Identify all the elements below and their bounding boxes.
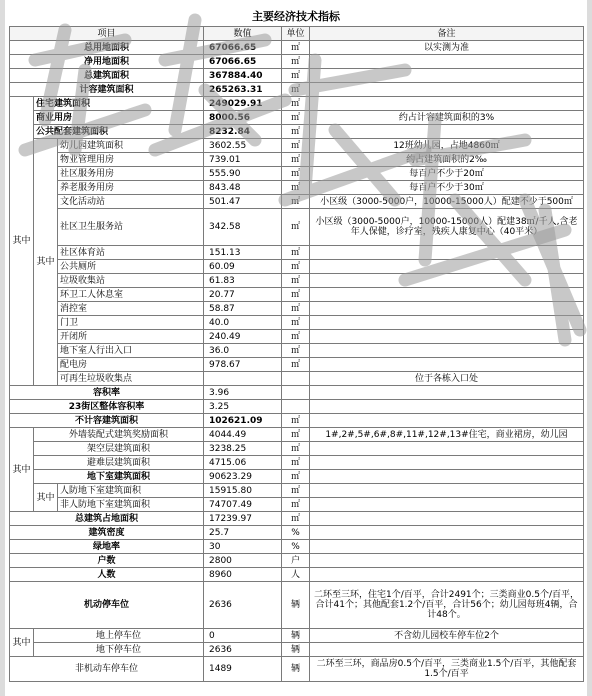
table-row (10, 181, 584, 195)
note-cell (310, 540, 584, 554)
unit-cell: 辆 (282, 643, 310, 657)
note-cell: 二环至三环，住宅1个/百平，合计2491个；三类商业0.5个/百平，合计41个；其他配套1.2个/百平，合计56个；幼儿园每班4辆，合计48个。 (310, 582, 584, 629)
note-cell (310, 260, 584, 274)
unit-cell: ㎡ (282, 302, 310, 316)
note-cell (310, 97, 584, 111)
unit-cell: 人 (282, 568, 310, 582)
item-cell: 地下停车位 (34, 643, 204, 657)
item-cell: 配电房 (58, 358, 204, 372)
item-cell: 外墙装配式建筑奖励面积 (34, 428, 204, 442)
value-cell: 8232.84 (204, 125, 282, 139)
unit-cell: ㎡ (282, 512, 310, 526)
value-cell: 15915.80 (204, 484, 282, 498)
header-item: 项目 (10, 27, 204, 41)
item-cell: 容积率 (10, 386, 204, 400)
table-row (10, 330, 584, 344)
item-cell: 公共厕所 (58, 260, 204, 274)
item-cell: 社区服务用房 (58, 167, 204, 181)
table-row (10, 582, 584, 629)
item-cell: 文化活动站 (58, 195, 204, 209)
table-row (10, 657, 584, 682)
document-sheet (5, 0, 587, 696)
item-cell: 商业用房 (34, 111, 204, 125)
table-row (10, 498, 584, 512)
unit-cell (282, 400, 310, 414)
unit-cell: ㎡ (282, 274, 310, 288)
value-cell: 8960 (204, 568, 282, 582)
note-cell: 1#,2#,5#,6#,8#,11#,12#,13#住宅，商业裙房，幼儿园 (310, 428, 584, 442)
note-cell: 位于各栋入口处 (310, 372, 584, 386)
header-value: 数值 (204, 27, 282, 41)
item-cell: 地下室人行出入口 (58, 344, 204, 358)
item-cell: 环卫工人休息室 (58, 288, 204, 302)
unit-cell: 户 (282, 554, 310, 568)
item-cell: 总建筑面积 (10, 69, 204, 83)
note-cell (310, 643, 584, 657)
item-cell: 消控室 (58, 302, 204, 316)
note-cell (310, 83, 584, 97)
table-row (10, 372, 584, 386)
table-row (10, 83, 584, 97)
note-cell: 小区级（3000-5000户，10000-15000人）配建不少于500㎡ (310, 195, 584, 209)
item-cell: 总建筑占地面积 (10, 512, 204, 526)
unit-cell: ㎡ (282, 41, 310, 55)
value-cell: 74707.49 (204, 498, 282, 512)
item-cell: 户数 (10, 554, 204, 568)
unit-cell: ㎡ (282, 195, 310, 209)
item-cell: 建筑密度 (10, 526, 204, 540)
table-row (10, 629, 584, 643)
table-row (10, 167, 584, 181)
value-cell: 58.87 (204, 302, 282, 316)
table-row (10, 414, 584, 428)
unit-cell: ㎡ (282, 181, 310, 195)
table-row (10, 540, 584, 554)
table-row (10, 316, 584, 330)
value-cell: 60.09 (204, 260, 282, 274)
table-row (10, 554, 584, 568)
note-cell (310, 125, 584, 139)
unit-cell: ㎡ (282, 498, 310, 512)
item-cell: 门卫 (58, 316, 204, 330)
item-cell: 非人防地下室建筑面积 (58, 498, 204, 512)
table-row (10, 568, 584, 582)
item-cell: 地上停车位 (34, 629, 204, 643)
table-title: 主要经济技术指标 (252, 10, 340, 23)
unit-cell: ㎡ (282, 414, 310, 428)
unit-cell: ㎡ (282, 153, 310, 167)
note-cell (310, 442, 584, 456)
table-row (10, 260, 584, 274)
note-cell: 以实测为准 (310, 41, 584, 55)
item-cell: 幼儿园建筑面积 (58, 139, 204, 153)
table-row (10, 69, 584, 83)
table-row (10, 456, 584, 470)
unit-cell: ㎡ (282, 139, 310, 153)
note-cell (310, 456, 584, 470)
note-cell: 小区级（3000-5000户，10000-15000人）配建38㎡/千人,含老年人保健，诊疗室，残疾人康复中心（40平米） (310, 209, 584, 246)
unit-cell: % (282, 540, 310, 554)
note-cell (310, 484, 584, 498)
table-row (10, 302, 584, 316)
item-cell: 公共配套建筑面积 (34, 125, 204, 139)
header-note: 备注 (310, 27, 584, 41)
note-cell (310, 358, 584, 372)
unit-cell: 辆 (282, 582, 310, 629)
note-cell (310, 512, 584, 526)
unit-cell: ㎡ (282, 209, 310, 246)
item-cell: 机动停车位 (10, 582, 204, 629)
unit-cell: ㎡ (282, 83, 310, 97)
note-cell (310, 400, 584, 414)
value-cell: 17239.97 (204, 512, 282, 526)
item-cell: 23街区整体容积率 (10, 400, 204, 414)
table-row (10, 526, 584, 540)
table-row (10, 400, 584, 414)
header-unit: 单位 (282, 27, 310, 41)
value-cell: 36.0 (204, 344, 282, 358)
group-label-cell: 其中 (10, 97, 34, 386)
subgroup-label-cell: 其中 (34, 484, 58, 512)
unit-cell (282, 372, 310, 386)
item-cell: 计容建筑面积 (10, 83, 204, 97)
table-row (10, 274, 584, 288)
value-cell: 151.13 (204, 246, 282, 260)
item-cell: 非机动车停车位 (10, 657, 204, 682)
item-cell: 物业管理用房 (58, 153, 204, 167)
header-row (10, 27, 584, 41)
unit-cell: ㎡ (282, 316, 310, 330)
table-row (10, 139, 584, 153)
value-cell: 40.0 (204, 316, 282, 330)
value-cell: 67066.65 (204, 41, 282, 55)
unit-cell: ㎡ (282, 246, 310, 260)
table-row (10, 153, 584, 167)
unit-cell: ㎡ (282, 69, 310, 83)
note-cell (310, 470, 584, 484)
item-cell: 社区卫生服务站 (58, 209, 204, 246)
value-cell: 3238.25 (204, 442, 282, 456)
note-cell: 二环至三环，商品房0.5个/百平，三类商业1.5个/百平，其他配套1.5个/百平 (310, 657, 584, 682)
table-row (10, 344, 584, 358)
table-row (10, 195, 584, 209)
table-row (10, 125, 584, 139)
value-cell: 30 (204, 540, 282, 554)
table-row (10, 111, 584, 125)
subgroup-label-cell: 其中 (34, 139, 58, 386)
value-cell (204, 372, 282, 386)
note-cell (310, 274, 584, 288)
item-cell: 住宅建筑面积 (34, 97, 204, 111)
note-cell (310, 498, 584, 512)
unit-cell: ㎡ (282, 260, 310, 274)
unit-cell: 辆 (282, 657, 310, 682)
unit-cell: ㎡ (282, 288, 310, 302)
value-cell: 8000.56 (204, 111, 282, 125)
value-cell: 90623.29 (204, 470, 282, 484)
value-cell: 3602.55 (204, 139, 282, 153)
table-row (10, 209, 584, 246)
indicators-table (9, 26, 584, 682)
table-row (10, 643, 584, 657)
table-row (10, 442, 584, 456)
unit-cell: ㎡ (282, 456, 310, 470)
value-cell: 249029.91 (204, 97, 282, 111)
value-cell: 3.25 (204, 400, 282, 414)
note-cell: 每百户不少于20㎡ (310, 167, 584, 181)
unit-cell: ㎡ (282, 428, 310, 442)
note-cell (310, 414, 584, 428)
unit-cell: ㎡ (282, 111, 310, 125)
item-cell: 净用地面积 (10, 55, 204, 69)
value-cell: 342.58 (204, 209, 282, 246)
value-cell: 2636 (204, 643, 282, 657)
note-cell: 不含幼儿园校车停车位2个 (310, 629, 584, 643)
unit-cell: % (282, 526, 310, 540)
table-row (10, 97, 584, 111)
table-row (10, 246, 584, 260)
value-cell: 4044.49 (204, 428, 282, 442)
unit-cell: ㎡ (282, 330, 310, 344)
note-cell (310, 55, 584, 69)
unit-cell: ㎡ (282, 358, 310, 372)
unit-cell: ㎡ (282, 97, 310, 111)
group-label-cell: 其中 (10, 629, 34, 657)
unit-cell: 辆 (282, 629, 310, 643)
note-cell (310, 288, 584, 302)
note-cell: 约占计容建筑面积的3% (310, 111, 584, 125)
unit-cell: ㎡ (282, 167, 310, 181)
group-label-cell: 其中 (10, 428, 34, 512)
note-cell: 每百户不少于30㎡ (310, 181, 584, 195)
value-cell: 2800 (204, 554, 282, 568)
item-cell: 开闭所 (58, 330, 204, 344)
item-cell: 垃圾收集站 (58, 274, 204, 288)
table-row (10, 41, 584, 55)
note-cell (310, 246, 584, 260)
note-cell (310, 526, 584, 540)
note-cell: 12班幼儿园，占地4860㎡ (310, 139, 584, 153)
note-cell (310, 568, 584, 582)
value-cell: 265263.31 (204, 83, 282, 97)
unit-cell: ㎡ (282, 125, 310, 139)
item-cell: 养老服务用房 (58, 181, 204, 195)
value-cell: 739.01 (204, 153, 282, 167)
value-cell: 25.7 (204, 526, 282, 540)
value-cell: 0 (204, 629, 282, 643)
table-row (10, 288, 584, 302)
value-cell: 67066.65 (204, 55, 282, 69)
item-cell: 人数 (10, 568, 204, 582)
note-cell (310, 316, 584, 330)
value-cell: 20.77 (204, 288, 282, 302)
value-cell: 102621.09 (204, 414, 282, 428)
value-cell: 3.96 (204, 386, 282, 400)
unit-cell: ㎡ (282, 55, 310, 69)
note-cell (310, 69, 584, 83)
item-cell: 不计容建筑面积 (10, 414, 204, 428)
value-cell: 240.49 (204, 330, 282, 344)
table-row (10, 358, 584, 372)
unit-cell: ㎡ (282, 344, 310, 358)
item-cell: 社区体育站 (58, 246, 204, 260)
unit-cell (282, 386, 310, 400)
value-cell: 501.47 (204, 195, 282, 209)
item-cell: 人防地下室建筑面积 (58, 484, 204, 498)
note-cell (310, 344, 584, 358)
table-row (10, 428, 584, 442)
table-row (10, 470, 584, 484)
table-row (10, 386, 584, 400)
note-cell (310, 386, 584, 400)
value-cell: 367884.40 (204, 69, 282, 83)
table-row (10, 512, 584, 526)
item-cell: 绿地率 (10, 540, 204, 554)
value-cell: 555.90 (204, 167, 282, 181)
note-cell: 约占建筑面积的2‰ (310, 153, 584, 167)
item-cell: 避难层建筑面积 (34, 456, 204, 470)
unit-cell: ㎡ (282, 470, 310, 484)
item-cell: 地下室建筑面积 (34, 470, 204, 484)
unit-cell: ㎡ (282, 484, 310, 498)
note-cell (310, 302, 584, 316)
table-row (10, 484, 584, 498)
item-cell: 可再生垃圾收集点 (58, 372, 204, 386)
value-cell: 978.67 (204, 358, 282, 372)
value-cell: 1489 (204, 657, 282, 682)
value-cell: 843.48 (204, 181, 282, 195)
value-cell: 61.83 (204, 274, 282, 288)
note-cell (310, 554, 584, 568)
value-cell: 2636 (204, 582, 282, 629)
item-cell: 架空层建筑面积 (34, 442, 204, 456)
table-row (10, 55, 584, 69)
unit-cell: ㎡ (282, 442, 310, 456)
value-cell: 4715.06 (204, 456, 282, 470)
item-cell: 总用地面积 (10, 41, 204, 55)
note-cell (310, 330, 584, 344)
